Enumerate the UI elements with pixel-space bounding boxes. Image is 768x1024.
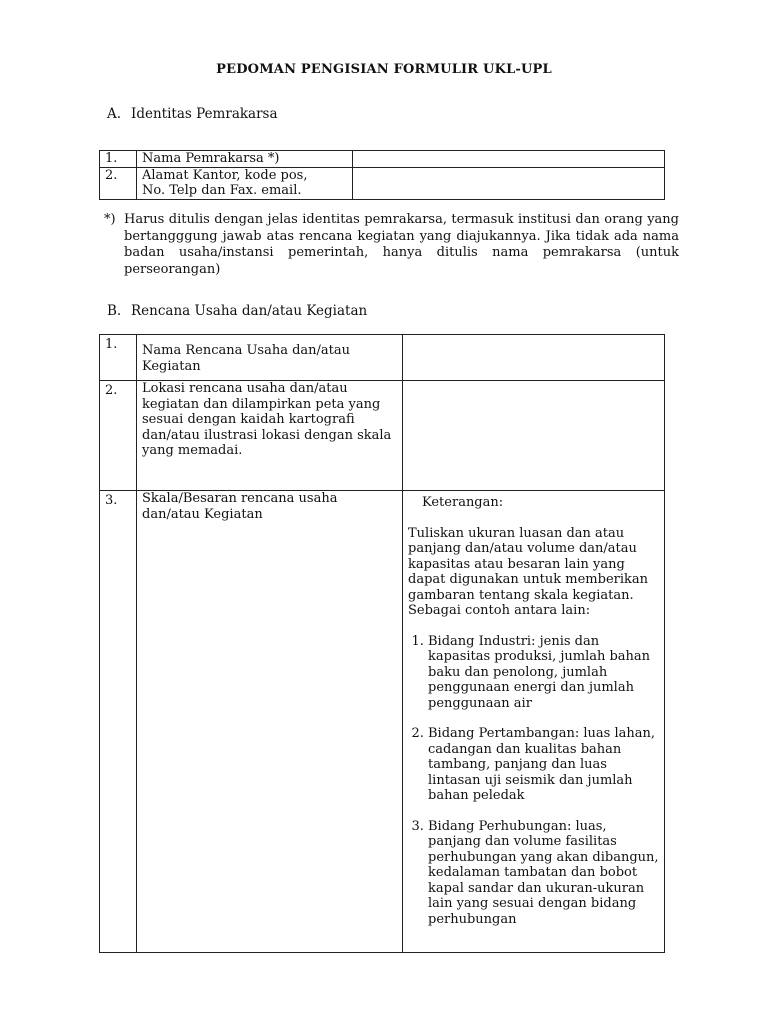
table-row (100, 491, 665, 953)
footnote (104, 212, 679, 278)
list-item: 1. Bidang Industri: jenis dan kapasitas produksi, jumlah bahan baku dan penolong, jumlah penggunaan energi dan jumlah penggunaan air (428, 634, 659, 712)
field-label: Lokasi rencana usaha dan/atau kegiatan dan dilampirkan peta yang sesuai dengan kaidah kartografi dan/atau ilustrasi lokasi dengan skala yang memadai. (137, 381, 403, 491)
section-a-heading (107, 107, 278, 123)
business-plan-table (99, 334, 665, 953)
identity-table (99, 150, 665, 200)
document-title: PEDOMAN PENGISIAN FORMULIR UKL-UPL (216, 62, 552, 77)
section-a-title: Identitas Pemrakarsa (131, 106, 278, 122)
field-label-line: No. Telp dan Fax. email. (142, 183, 302, 198)
footnote-text: Harus ditulis dengan jelas identitas pemrakarsa, termasuk institusi dan orang yang bertangggung jawab atas rencana kegiatan yang diajukannya. Jika tidak ada nama badan usaha/instansi pemerintah, hanya ditulis nama pemrakarsa (untuk perseorangan) (124, 212, 679, 277)
footnote-mark: *) (104, 212, 116, 227)
field-label (137, 167, 353, 199)
field-label-line: Alamat Kantor, kode pos, (142, 167, 308, 183)
list-item: 2. Bidang Pertambangan: luas lahan, cadangan dan kualitas bahan tambang, panjang dan luas lintasan uji seismik dan jumlah bahan peledak (428, 726, 659, 804)
section-b-title: Rencana Usaha dan/atau Kegiatan (131, 303, 368, 319)
section-a-letter: A. (107, 106, 122, 122)
field-label: Nama Rencana Usaha dan/atau Kegiatan (137, 335, 403, 381)
field-value-empty (403, 381, 665, 491)
notes-intro: Tuliskan ukuran luasan dan atau panjang dan/atau volume dan/atau kapasitas atau besaran lain yang dapat digunakan untuk memberikan gambaran tentang skala kegiatan. Sebagai contoh antara lain: (408, 525, 649, 618)
table-row (100, 151, 665, 168)
section-b-letter: B. (107, 303, 122, 319)
row-number: 1. (100, 151, 137, 168)
table-row (100, 335, 665, 381)
row-number: 2. (100, 381, 137, 491)
notes-cell (403, 491, 665, 953)
row-number: 2. (100, 167, 137, 199)
row-number: 3. (100, 491, 137, 953)
notes-title: Keterangan: (422, 495, 504, 510)
table-row (100, 167, 665, 199)
field-value-empty (353, 167, 665, 199)
field-label: Skala/Besaran rencana usaha dan/atau Kegiatan (137, 491, 403, 953)
field-value-empty (403, 335, 665, 381)
table-row (100, 381, 665, 491)
row-number: 1. (100, 335, 137, 381)
list-item: 3. Bidang Perhubungan: luas, panjang dan volume fasilitas perhubungan yang akan dibangun, kedalaman tambatan dan bobot kapal sandar dan ukuran-ukuran lain yang sesuai dengan bidang perhubungan (428, 819, 659, 928)
examples-list (408, 634, 659, 928)
field-label: Nama Pemrakarsa *) (137, 151, 353, 168)
section-b-heading (107, 304, 367, 320)
field-value-empty (353, 151, 665, 168)
